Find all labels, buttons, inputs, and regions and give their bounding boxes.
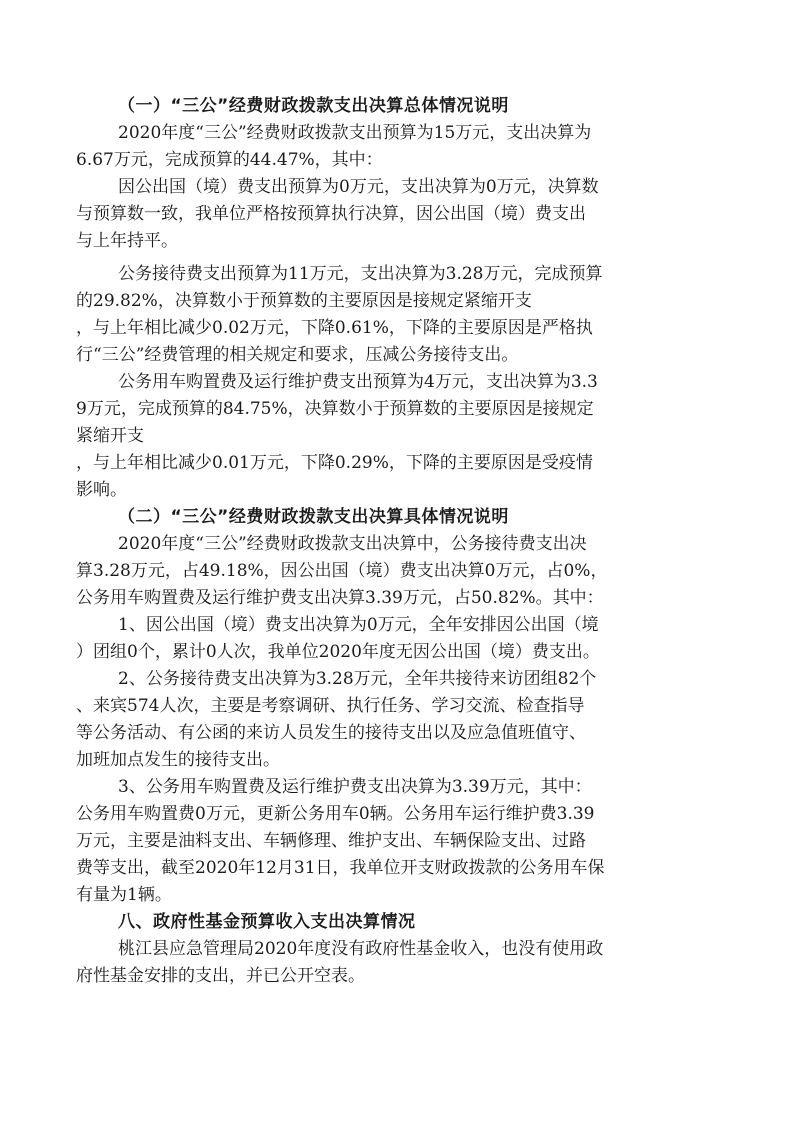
paragraph-detail-reception: [76, 666, 726, 774]
text-line: 桃江县应急管理局2020年度没有政府性基金收入，也没有使用政: [118, 939, 604, 959]
paragraph-detail-vehicles: [76, 774, 726, 909]
text-line: 2020年度“三公”经费财政拨款支出决算中，公务接待费支出决: [118, 534, 587, 554]
text-line: 的29.82%，决算数小于预算数的主要原因是接规定紧缩开支: [76, 291, 532, 311]
text-line: 万元，主要是油料支出、车辆修理、维护支出、车辆保险支出、过路: [76, 831, 586, 851]
text-line: 9万元，完成预算的84.75%，决算数小于预算数的主要原因是接规定: [76, 399, 594, 419]
text-line: ）团组0个，累计0人次，我单位2020年度无因公出国（境）费支出。: [76, 642, 600, 662]
section-heading-overall: （一）“三公”经费财政拨款支出决算总体情况说明: [118, 96, 509, 116]
paragraph-detail-summary: [76, 531, 726, 612]
text-line: 与预算数一致，我单位严格按预算执行决算，因公出国（境）费支出: [76, 204, 586, 224]
text-line: 加班加点发生的接待支出。: [76, 750, 280, 770]
text-line: 公务用车购置费及运行维护费支出预算为4万元，支出决算为3.3: [118, 372, 598, 392]
text-line: 与上年持平。: [76, 231, 178, 251]
text-line: 算3.28万元，占49.18%，因公出国（境）费支出决算0万元，占0%，: [76, 561, 608, 581]
text-line: 因公出国（境）费支出预算为0万元，支出决算为0万元，决算数: [118, 177, 599, 197]
text-line: 紧缩开支: [76, 426, 144, 446]
paragraph-reception: [76, 261, 726, 369]
paragraph-overseas-travel: [76, 174, 726, 255]
text-line: 等公务活动、有公函的来访人员发生的接待支出以及应急值班值守、: [76, 723, 586, 743]
paragraph-detail-overseas: [76, 612, 726, 666]
text-line: 6.67万元，完成预算的44.47%，其中：: [76, 150, 383, 170]
text-line: 费等支出，截至2020年12月31日，我单位开支财政拨款的公务用车保: [76, 858, 605, 878]
text-line: 2020年度“三公”经费财政拨款支出预算为15万元，支出决算为: [118, 123, 592, 143]
paragraph-government-fund: [76, 936, 726, 990]
document-page: [76, 93, 726, 990]
text-line: 公务用车购置费及运行维护费支出决算3.39万元，占50.82%。其中：: [76, 588, 604, 608]
text-line: 有量为1辆。: [76, 885, 172, 905]
section-heading-government-fund: 八、政府性基金预算收入支出决算情况: [118, 912, 416, 932]
paragraph-vehicles: [76, 369, 726, 504]
text-line: 1、因公出国（境）费支出决算为0万元，全年安排因公出国（境: [118, 615, 599, 635]
text-line: 影响。: [76, 480, 127, 500]
text-line: 2、公务接待费支出决算为3.28万元，全年共接待来访团组82个: [118, 669, 597, 689]
paragraph-overall-summary: [76, 120, 726, 174]
section-heading-detail: （二）“三公”经费财政拨款支出决算具体情况说明: [118, 507, 509, 527]
text-line: ，与上年相比减少0.02万元，下降0.61%，下降的主要原因是严格执: [76, 318, 593, 338]
text-line: 府性基金安排的支出，并已公开空表。: [76, 966, 365, 986]
text-line: 公务用车购置费0万元，更新公务用车0辆。公务用车运行维护费3.39: [76, 804, 595, 824]
text-line: 公务接待费支出预算为11万元，支出决算为3.28万元，完成预算: [118, 264, 603, 284]
text-line: 3、公务用车购置费及运行维护费支出决算为3.39万元，其中：: [118, 777, 592, 797]
text-line: 行“三公”经费管理的相关规定和要求，压减公务接待支出。: [76, 345, 519, 365]
text-line: 、来宾574人次，主要是考察调研、执行任务、学习交流、检查指导: [76, 696, 585, 716]
text-line: ，与上年相比减少0.01万元，下降0.29%，下降的主要原因是受疫情: [76, 453, 593, 473]
